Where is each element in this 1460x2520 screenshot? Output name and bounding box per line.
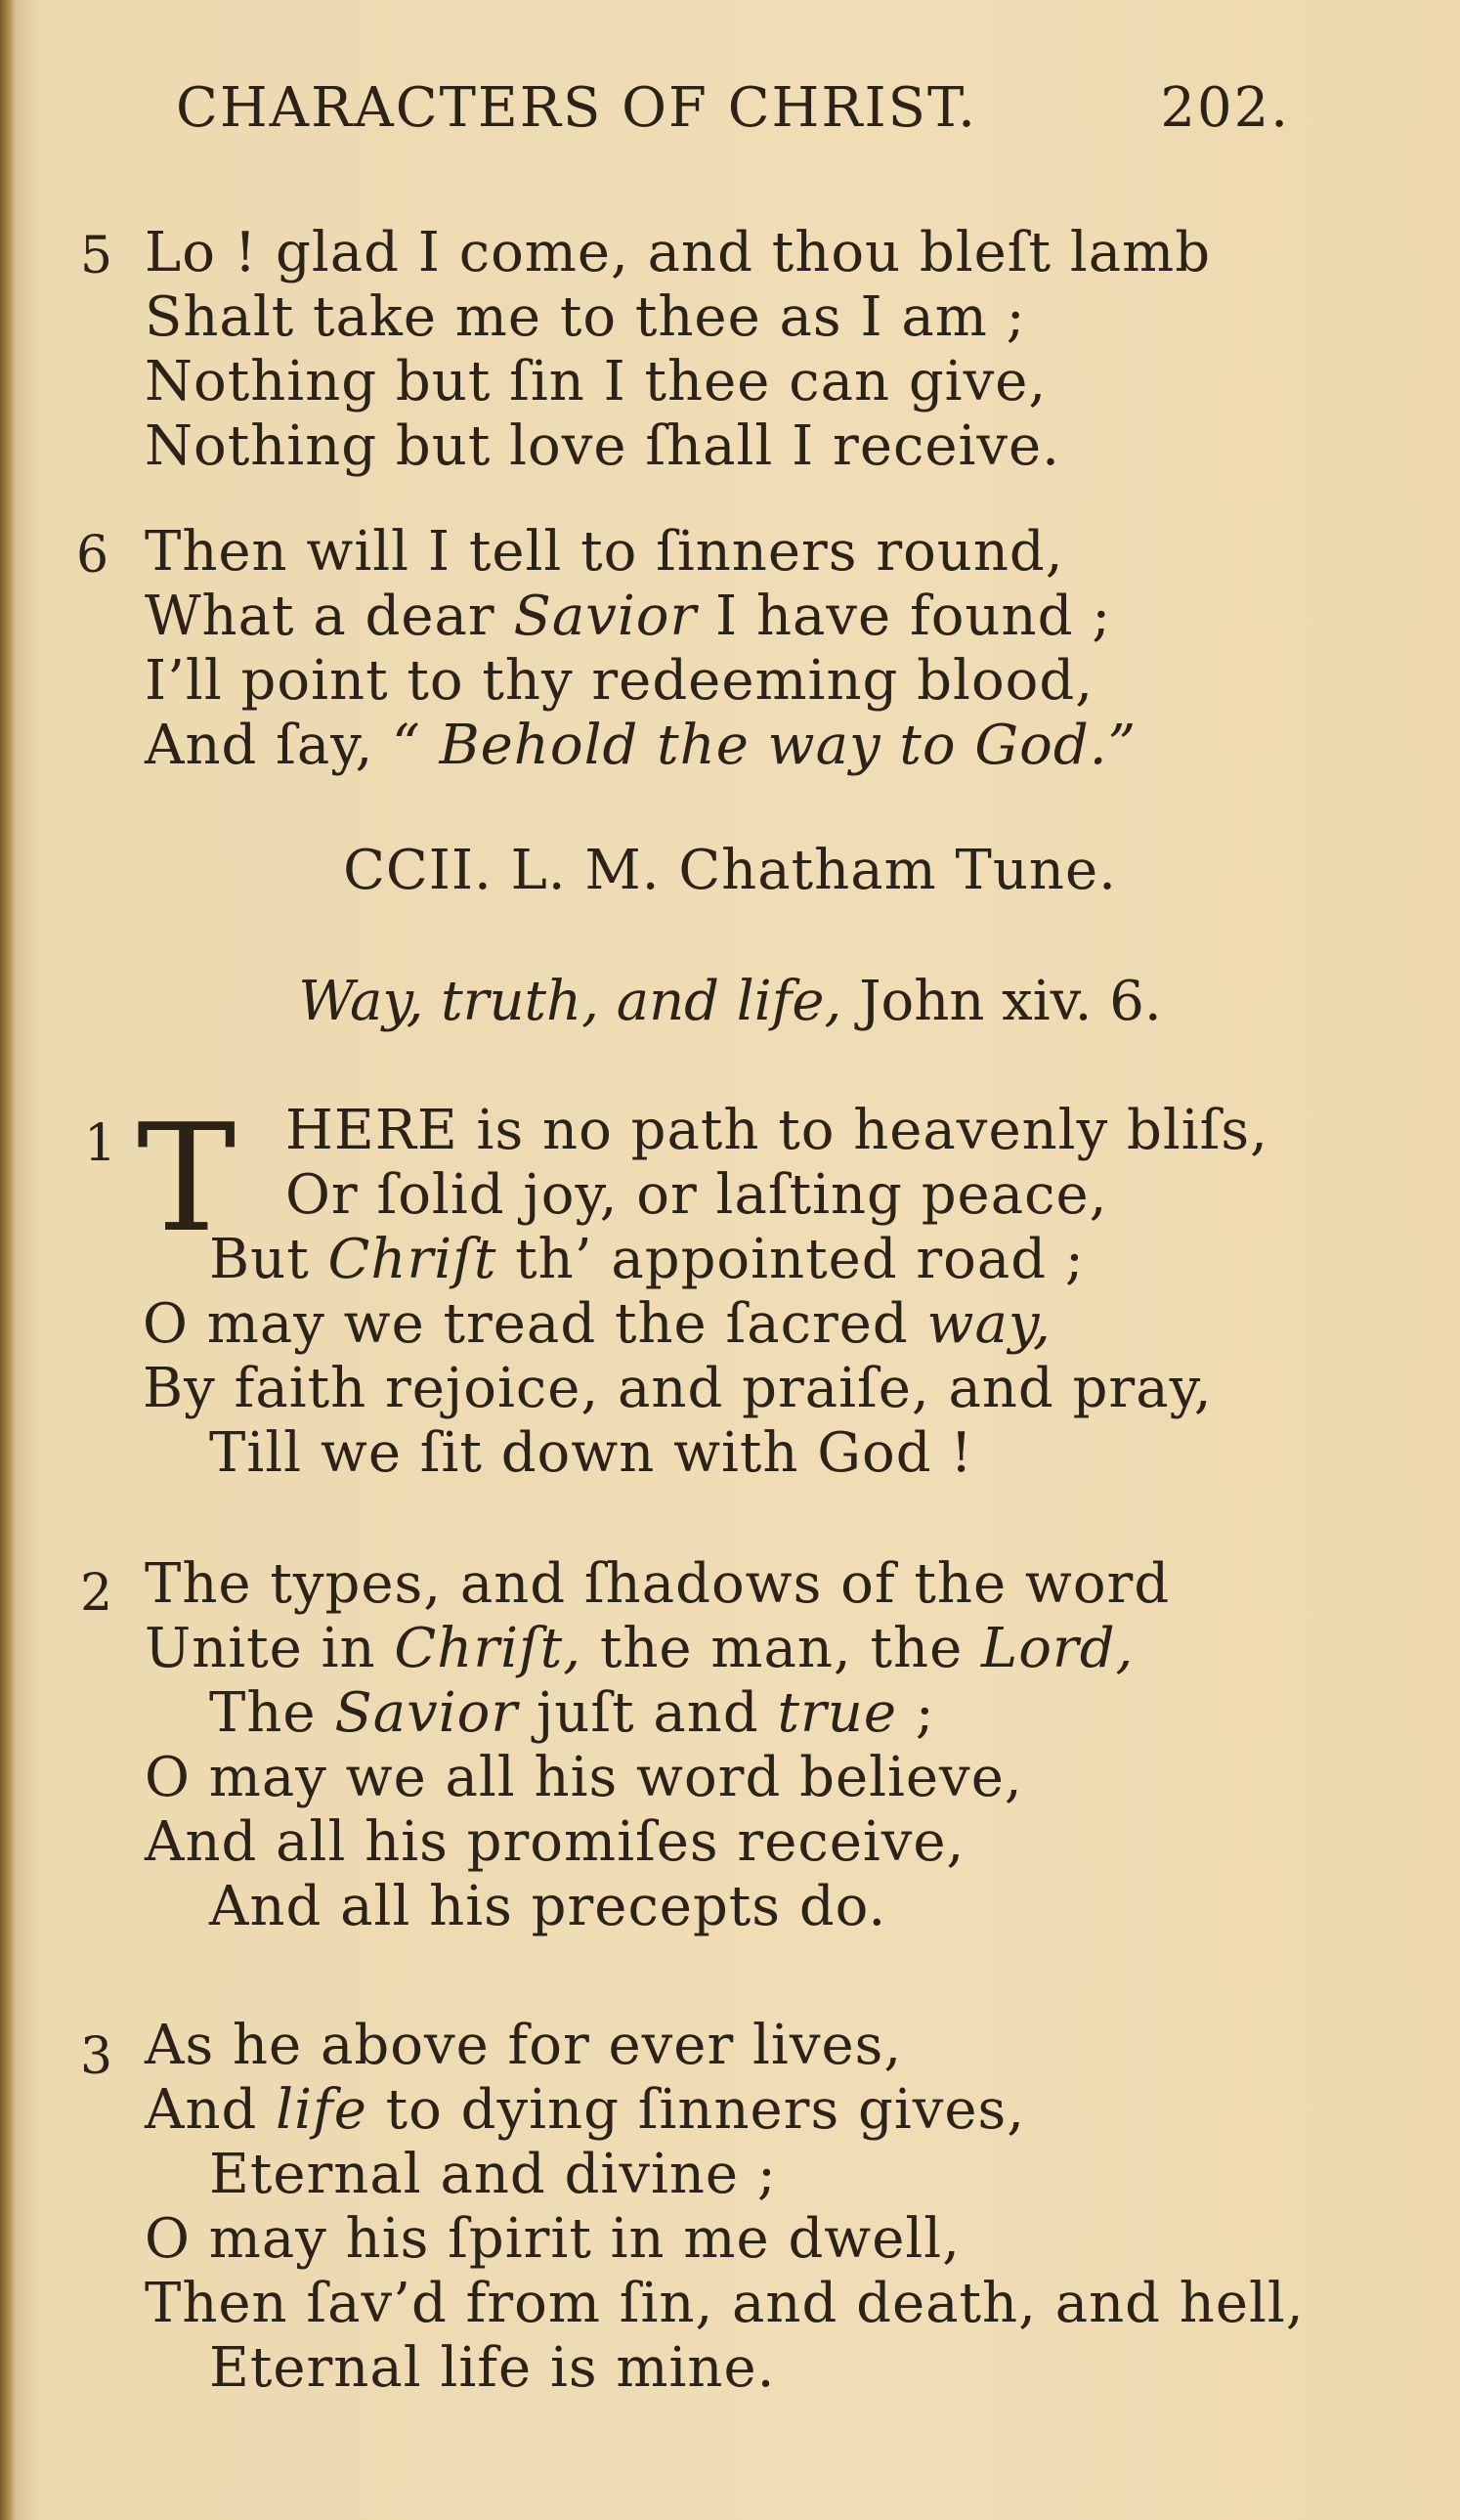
stanza-number: 1 xyxy=(84,1114,117,1173)
stanza-number: 6 xyxy=(76,526,109,585)
header-title: CHARACTERS OF CHRIST. xyxy=(176,76,977,140)
verse-line: O may his ſpirit in me dwell, xyxy=(145,2207,961,2271)
verse-line: And ſay, “ Behold the way to God.” xyxy=(145,714,1138,777)
verse-line: Nothing but love ſhall I receive. xyxy=(145,414,1060,478)
verse-line: And all his promiſes receive, xyxy=(145,1810,966,1874)
verse-line: O may we all his word believe, xyxy=(145,1746,1023,1809)
drop-cap: T xyxy=(137,1092,236,1265)
verse-line: What a dear Savior I have found ; xyxy=(145,585,1112,648)
verse-line: Then will I tell to ſinners round, xyxy=(145,520,1064,584)
verse-line: And life to dying ſinners gives, xyxy=(145,2078,1026,2142)
verse-line: By faith rejoice, and praiſe, and pray, xyxy=(143,1357,1213,1420)
verse-line: Then ſav’d from ſin, and death, and hell, xyxy=(145,2272,1305,2335)
stanza-number: 5 xyxy=(80,227,113,285)
stanza-number: 2 xyxy=(80,1564,113,1623)
verse-line: As he above for ever lives, xyxy=(145,2014,903,2077)
verse-line: Eternal and divine ; xyxy=(209,2143,777,2206)
verse-line: Or ſolid joy, or laſting peace, xyxy=(285,1163,1108,1227)
page-number: 202. xyxy=(1160,76,1290,140)
verse-line: I’ll point to thy redeeming blood, xyxy=(145,649,1095,713)
hymn-title: CCII. L. M. Chatham Tune. xyxy=(343,839,1117,902)
verse-line: O may we tread the ſacred way, xyxy=(143,1292,1052,1356)
verse-line: Nothing but ſin I thee can give, xyxy=(145,350,1048,413)
verse-line: Unite in Chriſt, the man, the Lord, xyxy=(145,1617,1135,1680)
verse-line: The types, and ſhadows of the word xyxy=(145,1552,1171,1616)
verse-line: Lo ! glad I come, and thou bleſt lamb xyxy=(145,221,1212,284)
verse-line: But Chriſt th’ appointed road ; xyxy=(209,1228,1085,1291)
stanza-number: 3 xyxy=(80,2027,113,2086)
verse-line: Shalt take me to thee as I am ; xyxy=(145,285,1026,349)
hymn-subtitle: Way, truth, and life, John xiv. 6. xyxy=(298,970,1162,1033)
verse-line: Eternal life is mine. xyxy=(209,2336,776,2400)
verse-line: Till we ſit down with God ! xyxy=(209,1421,973,1485)
verse-line: And all his precepts do. xyxy=(209,1875,887,1938)
verse-line: The Savior juſt and true ; xyxy=(209,1681,935,1745)
running-header xyxy=(176,76,1290,140)
verse-line: HERE is no path to heavenly bliſs, xyxy=(285,1099,1268,1162)
